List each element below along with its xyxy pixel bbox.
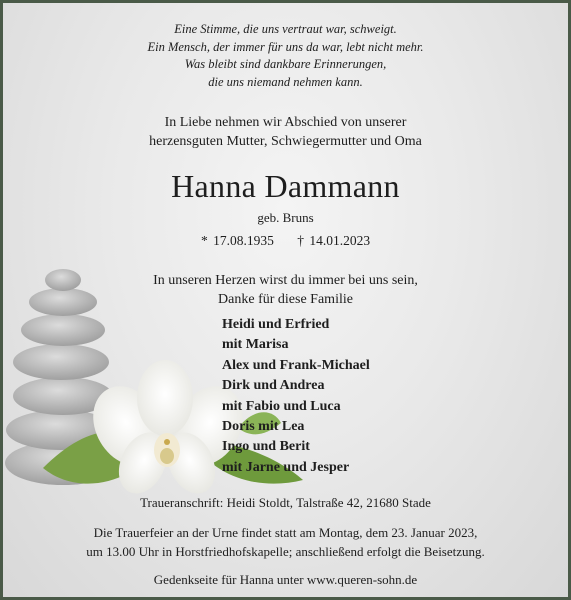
deceased-name: Hanna Dammann (171, 168, 400, 204)
memorial-page: Gedenkseite für Hanna unter www.queren-sohn.de (153, 572, 418, 587)
poem-line: die uns niemand nehmen kann. (208, 74, 363, 89)
mourning-address: Traueranschrift: Heidi Stoldt, Talstraße 42, 21680 Stade (140, 495, 431, 510)
family-member: mit Jarne und Jesper (222, 459, 350, 475)
family-member: Ingo und Berit (222, 439, 310, 455)
closing-line: Danke für diese Familie (218, 292, 353, 307)
closing-words (3, 271, 568, 309)
family-member: mit Marisa (222, 337, 289, 353)
poem-line: Was bleibt sind dankbare Erinnerungen, (184, 57, 387, 71)
intro-line: herzensguten Mutter, Schwiegermutter und Oma (149, 134, 422, 149)
farewell-intro (3, 113, 568, 151)
death-date: † 14.01.2023 (297, 233, 371, 248)
family-member: Doris mit Lea (222, 419, 305, 435)
funeral-line: Die Trauerfeier an der Urne findet statt am Montag, dem 23. Januar 2023, (93, 525, 478, 540)
family-list (222, 315, 370, 478)
family-member: Dirk und Andrea (222, 378, 325, 394)
maiden-name: geb. Bruns (257, 210, 314, 225)
family-member: mit Fabio und Luca (222, 398, 341, 414)
funeral-line: um 13.00 Uhr in Horstfriedhofskapelle; anschließend erfolgt die Beisetzung. (86, 544, 485, 559)
life-dates (3, 232, 568, 250)
family-member: Alex und Frank-Michael (222, 357, 370, 373)
funeral-info (3, 523, 568, 561)
intro-line: In Liebe nehmen wir Abschied von unserer (164, 115, 407, 130)
closing-line: In unseren Herzen wirst du immer bei uns sein, (153, 273, 418, 288)
birth-date: * 17.08.1935 (200, 233, 274, 248)
obituary-card (3, 3, 568, 597)
poem (3, 21, 568, 91)
poem-line: Ein Mensch, der immer für uns da war, lebt nicht mehr. (147, 39, 424, 54)
family-member: Heidi und Erfried (222, 317, 330, 332)
poem-line: Eine Stimme, die uns vertraut war, schweigt. (174, 22, 397, 36)
